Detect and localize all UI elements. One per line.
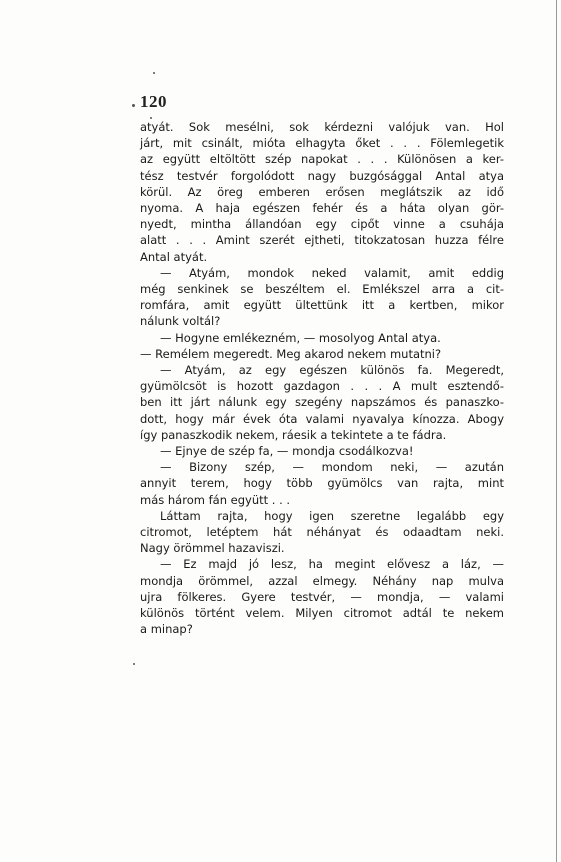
ink-speck bbox=[153, 72, 155, 74]
text-line: ujra fölkeres. Gyere testvér, — mondja, — valami bbox=[140, 589, 504, 604]
text-line: Nagy örömmel hazaviszi. bbox=[140, 541, 285, 556]
page-number: 120 bbox=[140, 92, 167, 111]
text-line: gyümölcsöt is hozott gazdagon . . . A mult esztendő- bbox=[140, 379, 504, 394]
text-line: — Bizony szép, — mondom neki, — azután bbox=[160, 460, 504, 475]
text-line: ben itt járt nálunk egy szegény napszámos és panaszko- bbox=[140, 395, 504, 410]
text-line: mondja örömmel, azzal elmegy. Néhány nap mulva bbox=[140, 573, 504, 588]
text-line: járt, mit csinált, mióta elhagyta őket . . . Fölemlegetik bbox=[140, 136, 504, 151]
text-line: atyát. Sok mesélni, sok kérdezni valójuk van. Hol bbox=[140, 120, 504, 134]
text-line: még senkinek se beszéltem el. Emlékszel arra a cit- bbox=[140, 282, 504, 297]
text-line: az együtt eltöltött szép napokat . . . Különösen a ker- bbox=[140, 152, 504, 167]
body-text bbox=[140, 119, 504, 638]
text-line: — Atyám, az egy egészen különös fa. Megeredt, bbox=[160, 363, 504, 378]
text-line: körül. Az öreg emberen erősen meglátszik az idő bbox=[140, 184, 504, 199]
page-edge-line bbox=[556, 0, 557, 862]
text-line: így panaszkodik nekem, ráesik a tekintete a te fádra. bbox=[140, 427, 447, 442]
ink-speck bbox=[133, 663, 135, 665]
text-line: annyit terem, hogy több gyümölcs van rajta, mint bbox=[140, 476, 504, 491]
ink-speck bbox=[132, 104, 135, 107]
text-line: romfára, amit együtt ültettünk itt a kertben, mikor bbox=[140, 298, 504, 313]
text-line: nyedt, mintha állandóan egy cipőt vinne a csuhája bbox=[140, 217, 504, 232]
text-line: különös történt velem. Milyen citromot adtál te nekem bbox=[140, 606, 504, 621]
text-line: Antal atyát. bbox=[140, 249, 208, 264]
text-line: alatt . . . Amint szerét ejtheti, titokzatosan huzza félre bbox=[140, 233, 504, 248]
text-line: citromot, letéptem hát néhányat és odaadtam neki. bbox=[140, 525, 504, 540]
text-line: — Ez majd jó lesz, ha megint elővesz a láz, — bbox=[160, 557, 504, 572]
text-line: nyoma. A haja egészen fehér és a háta olyan gör- bbox=[140, 201, 504, 216]
text-line: — Hogyne emlékezném, — mosolyog Antal atya. bbox=[160, 330, 441, 345]
text-line: Láttam rajta, hogy igen szeretne legalább egy bbox=[160, 508, 504, 523]
text-line: — Remélem megeredt. Meg akarod nekem mutatni? bbox=[140, 346, 442, 361]
text-line: más három fán együtt . . . bbox=[140, 492, 291, 507]
text-line: tész testvér forgolódott nagy buzgósággal Antal atya bbox=[140, 168, 504, 183]
text-line: — Atyám, mondok neked valamit, amit eddig bbox=[160, 265, 504, 280]
text-line: nálunk voltál? bbox=[140, 314, 221, 329]
text-line: dott, hogy már évek óta valami nyavalya kínozza. Abogy bbox=[140, 411, 504, 426]
text-line: a minap? bbox=[140, 622, 193, 637]
text-line: — Ejnye de szép fa, — mondja csodálkozva! bbox=[160, 444, 414, 459]
